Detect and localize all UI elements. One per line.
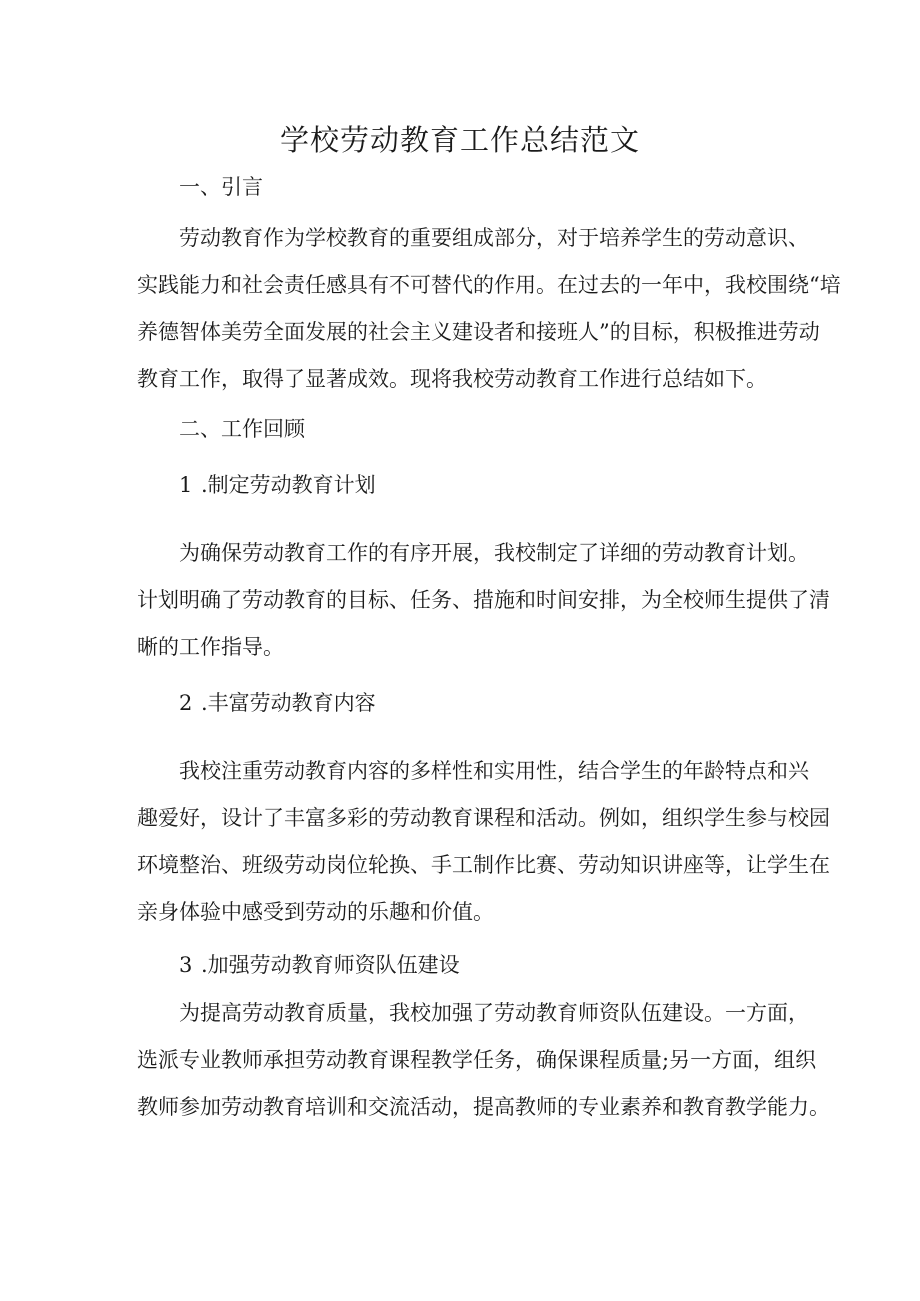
subheading-text: .加强劳动教育师资队伍建设 bbox=[201, 953, 460, 977]
paragraph-line: 环境整治、班级劳动岗位轮换、手工制作比赛、劳动知识讲座等，让学生在 bbox=[137, 853, 830, 877]
paragraph-line: 计划明确了劳动教育的目标、任务、措施和时间安排，为全校师生提供了清 bbox=[137, 588, 830, 612]
paragraph-line: 实践能力和社会责任感具有不可替代的作用。在过去的一年中，我校围绕“培 bbox=[137, 273, 841, 297]
paragraph-line: 趣爱好，设计了丰富多彩的劳动教育课程和活动。例如，组织学生参与校园 bbox=[137, 806, 830, 830]
paragraph-line: 教师参加劳动教育培训和交流活动，提高教师的专业素养和教育教学能力。 bbox=[137, 1095, 830, 1119]
subheading-text: .制定劳动教育计划 bbox=[201, 473, 376, 497]
paragraph-line: 为提高劳动教育质量，我校加强了劳动教育师资队伍建设。一方面， bbox=[179, 1001, 809, 1025]
paragraph-line: 教育工作，取得了显著成效。现将我校劳动教育工作进行总结如下。 bbox=[137, 367, 767, 391]
paragraph-line: 我校注重劳动教育内容的多样性和实用性，结合学生的年龄特点和兴 bbox=[179, 759, 809, 783]
subheading-content bbox=[179, 688, 376, 718]
paragraph-line: 养德智体美劳全面发展的社会主义建设者和接班人”的目标，积极推进劳动 bbox=[137, 320, 820, 344]
section-heading-review: 二、工作回顾 bbox=[179, 417, 305, 441]
subheading-number: 3 bbox=[179, 953, 193, 977]
paragraph-line: 亲身体验中感受到劳动的乐趣和价值。 bbox=[137, 900, 494, 924]
paragraph-line: 晰的工作指导。 bbox=[137, 635, 284, 659]
paragraph-line: 为确保劳动教育工作的有序开展，我校制定了详细的劳动教育计划。 bbox=[179, 541, 809, 565]
subheading-text: .丰富劳动教育内容 bbox=[201, 691, 376, 715]
paragraph-line: 劳动教育作为学校教育的重要组成部分，对于培养学生的劳动意识、 bbox=[179, 226, 809, 250]
paragraph-line: 选派专业教师承担劳动教育课程教学任务，确保课程质量;另一方面，组织 bbox=[137, 1048, 817, 1072]
subheading-plan bbox=[179, 470, 376, 500]
subheading-teachers bbox=[179, 950, 460, 980]
document-title: 学校劳动教育工作总结范文 bbox=[279, 123, 640, 157]
section-heading-intro: 一、引言 bbox=[179, 175, 263, 199]
subheading-number: 1 bbox=[179, 473, 193, 497]
subheading-number: 2 bbox=[179, 691, 193, 715]
